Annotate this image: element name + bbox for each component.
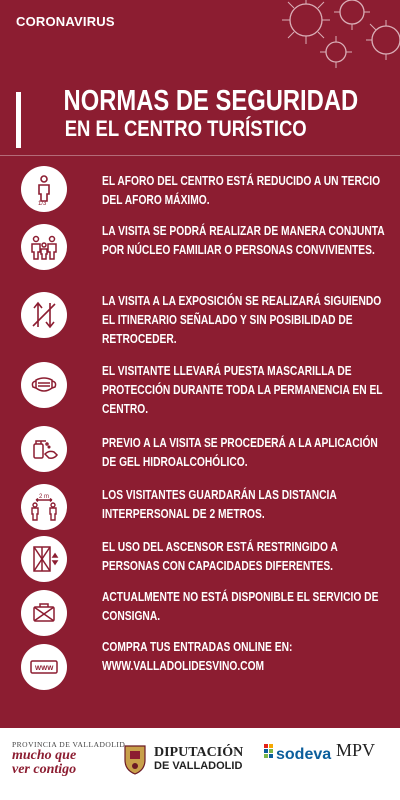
family-group-icon [21,224,67,270]
social-distance-icon [21,484,67,530]
rule-text: EL USO DEL ASCENSOR ESTÁ RESTRINGIDO A PERSONAS CON CAPACIDADES DIFERENTES. [102,540,338,573]
divider [0,155,400,156]
svg-text:1/3: 1/3 [38,201,47,206]
face-mask-icon [21,362,67,408]
no-return-arrows-icon [21,292,67,338]
rule-text: LA VISITA A LA EXPOSICIÓN SE REALIZARÁ SIGUIENDO EL ITINERARIO SEÑALADO Y SIN POSIBILIDAD DE RETROCEDER. [102,294,382,346]
hand-sanitizer-icon [21,426,67,472]
elevator-restricted-icon [21,536,67,582]
sodeva-mark-icon [262,742,276,766]
mpv-logo: MPV [336,740,376,760]
rule-text: EL VISITANTE LLEVARÁ PUESTA MASCARILLA DE PROTECCIÓN DURANTE TODA LA PERMANENCIA EN EL CENTRO. [102,364,383,416]
province-logo: PROVINCIA DE VALLADOLID mucho que ver contigo [12,740,126,777]
footer [0,728,400,800]
rule-text: COMPRA TUS ENTRADAS ONLINE EN: WWW.VALLADOLIDESVINO.COM [102,640,293,673]
no-luggage-storage-icon [21,590,67,636]
sodeva-logo: sodeva [262,742,276,771]
header [16,86,386,142]
diputacion-logo: DIPUTACIÓN DE VALLADOLID [122,742,243,776]
tag-label: CORONAVIRUS [16,14,115,29]
page-title: NORMAS DE SEGURIDAD [63,85,359,117]
rule-text: LA VISITA SE PODRÁ REALIZAR DE MANERA CONJUNTA POR NÚCLEO FAMILIAR O PERSONAS CONVIVIENTES. [102,224,385,257]
svg-text:2 m: 2 m [39,494,50,500]
rule-text: PREVIO A LA VISITA SE PROCEDERÁ A LA APLICACIÓN DE GEL HIDROALCOHÓLICO. [102,436,378,469]
coat-of-arms-icon [122,742,148,776]
www-ticket-icon [21,644,67,690]
page-subtitle: EN EL CENTRO TURÍSTICO [64,116,307,141]
person-capacity-icon [21,166,67,212]
virus-illustration-icon [266,0,400,80]
svg-text:WWW: WWW [35,665,54,672]
rule-text: EL AFORO DEL CENTRO ESTÁ REDUCIDO A UN TERCIO DEL AFORO MÁXIMO. [102,174,381,207]
rule-text: LOS VISITANTES GUARDARÁN LAS DISTANCIA INTERPERSONAL DE 2 METROS. [102,488,337,521]
rule-text: ACTUALMENTE NO ESTÁ DISPONIBLE EL SERVICIO DE CONSIGNA. [102,590,379,623]
